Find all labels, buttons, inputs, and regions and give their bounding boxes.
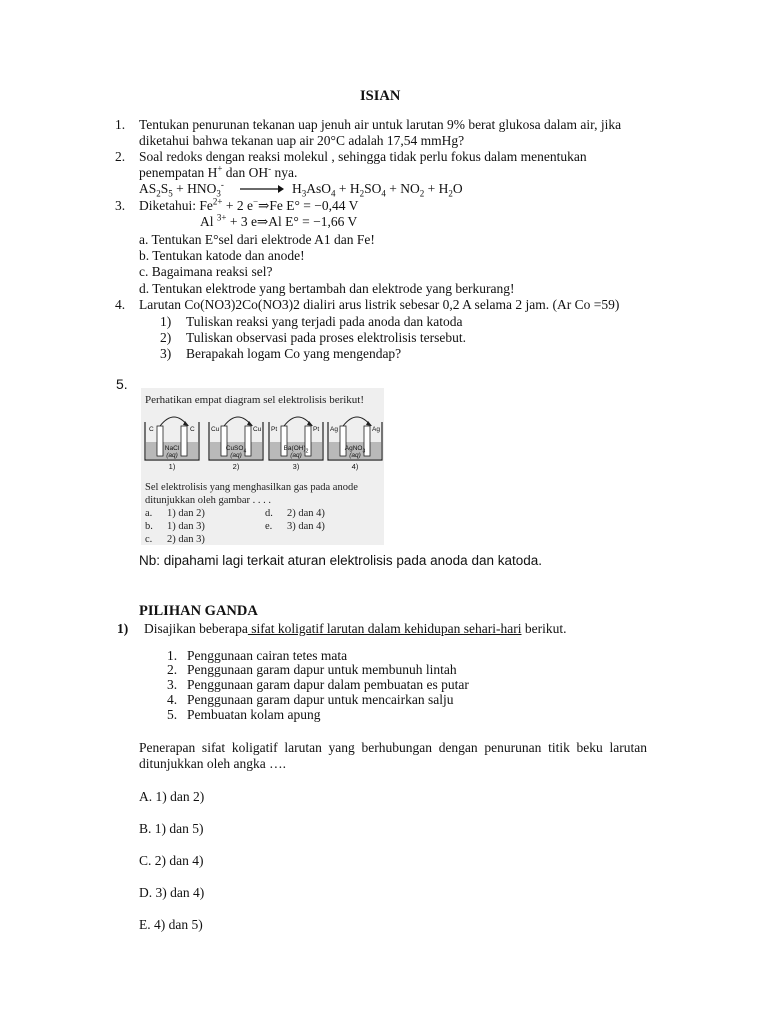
electrode-label: Pt (271, 426, 278, 433)
list-item-number: 2) (160, 330, 172, 345)
question-number: 4. (115, 297, 126, 312)
list-item: Tuliskan reaksi yang terjadi pada anoda dan katoda (186, 314, 463, 329)
list-item: Pembuatan kolam apung (187, 707, 321, 722)
sub-question: d. Tentukan elektrode yang bertambah dan elektrode yang berkurang! (139, 281, 515, 296)
question-text: penempatan H+ dan OH- nya. (139, 163, 298, 180)
section-heading-isian: ISIAN (360, 88, 401, 104)
list-item-number: 1) (160, 314, 172, 329)
question-number: 2. (115, 149, 126, 164)
answer-choice: C. 2) dan 4) (139, 853, 204, 868)
question-text: diketahui bahwa tekanan uap air 20°C adalah 17,54 mmHg? (139, 133, 465, 148)
question-number: 3. (115, 198, 126, 213)
figure-title: Perhatikan empat diagram sel elektrolisis berikut! (145, 394, 365, 406)
sub-question: c. Bagaimana reaksi sel? (139, 264, 273, 279)
solution-label: CuSO$_4$ (aq) (225, 445, 247, 459)
question-number: 1) (117, 621, 129, 636)
option-text: 2) dan 3) (167, 534, 205, 545)
list-item: Tuliskan observasi pada proses elektrolisis tersebut. (186, 330, 466, 345)
electrode-label: C (149, 426, 154, 433)
question-text: Larutan Co(NO3)2Co(NO3)2 dialiri arus listrik sebesar 0,2 A selama 2 jam. (Ar Co =59) (139, 297, 620, 312)
question-text: Soal redoks dengan reaksi molekul , sehingga tidak perlu fokus dalam menentukan (139, 149, 587, 164)
list-item-number: 5. (167, 707, 178, 722)
option-text: 3) dan 4) (287, 521, 325, 532)
list-item: Penggunaan garam dapur untuk membunuh lintah (187, 662, 457, 677)
list-item-number: 1. (167, 648, 178, 663)
given-line: Al $^{3+}$ + 3 e⇒Al E° = −1,66 V (200, 212, 358, 229)
electrode-label: Ag (372, 426, 380, 433)
list-item: Penggunaan garam dapur dalam pembuatan es putar (187, 677, 469, 692)
figure-question: Sel elektrolisis yang menghasilkan gas pada anode (145, 482, 358, 493)
answer-choice: D. 3) dan 4) (139, 885, 205, 900)
option-key: a. (145, 508, 153, 519)
figure-question: ditunjukkan oleh gambar . . . . (145, 495, 271, 506)
list-item-number: 3. (167, 677, 178, 692)
note-text: Nb: dipahami lagi terkait aturan elektrolisis pada anoda dan katoda. (139, 553, 543, 568)
reaction-arrow-icon (240, 183, 284, 195)
answer-choice: E. 4) dan 5) (139, 917, 203, 932)
question-text: ditunjukkan oleh angka …. (139, 756, 286, 771)
list-item-number: 4. (167, 692, 178, 707)
question-number: 5. (116, 376, 128, 392)
reaction-reactants: $AS_2S_5 + HNO_3^-$ (139, 179, 224, 199)
cell-number: 3) (292, 462, 300, 471)
given-line: Diketahui: $Fe^{2+} + 2$ e−⇒Fe E° = −0,44 V (139, 196, 359, 213)
answer-choice: B. 1) dan 5) (139, 821, 204, 836)
list-item-number: 3) (160, 346, 172, 361)
cell-number: 4) (351, 462, 359, 471)
cell-number: 1) (168, 462, 176, 471)
electrode-label: Pt (313, 426, 320, 433)
electrolysis-cells-diagram (141, 388, 384, 488)
electrolysis-figure (141, 388, 384, 545)
sub-question: b. Tentukan katode dan anode! (139, 248, 305, 263)
list-item-number: 2. (167, 662, 178, 677)
option-key: e. (265, 521, 273, 532)
list-item: Berapakah logam Co yang mengendap? (186, 346, 402, 361)
solution-label: AgNO$_3$ (aq) (344, 445, 366, 459)
reaction-products: $H_3AsO_4 + H_2SO_4 + NO_2 + H_2O$ (292, 181, 463, 199)
electrode-label: Cu (211, 426, 220, 433)
cell-number: 2) (232, 462, 240, 471)
sub-question: a. Tentukan E°sel dari elektrode A1 dan Fe! (139, 232, 375, 247)
option-text: 1) dan 2) (167, 508, 205, 519)
option-text: 1) dan 3) (167, 521, 205, 532)
solution-label: NaCl (aq) (164, 445, 180, 459)
question-text: Tentukan penurunan tekanan uap jenuh air untuk larutan 9% berat glukosa dalam air, jika (139, 117, 622, 132)
option-text: 2) dan 4) (287, 508, 325, 519)
question-text: Penerapan sifat koligatif larutan yang berhubungan dengan penurunan titik beku larutan (139, 740, 647, 755)
list-item: Penggunaan garam dapur untuk mencairkan salju (187, 692, 454, 707)
question-stem: Disajikan beberapa sifat koligatif larutan dalam kehidupan sehari-hari berikut. (144, 621, 567, 636)
list-item: Penggunaan cairan tetes mata (187, 648, 348, 663)
question-number: 1. (115, 117, 126, 132)
solution-label: $Ba(OH)_2$ (aq) (283, 445, 309, 459)
option-key: d. (265, 508, 273, 519)
electrode-label: Cu (253, 426, 262, 433)
electrode-label: C (190, 426, 195, 433)
answer-choice: A. 1) dan 2) (139, 789, 205, 804)
electrode-label: Ag (330, 426, 338, 433)
section-heading-pilihan-ganda: PILIHAN GANDA (139, 603, 258, 619)
option-key: b. (145, 521, 153, 532)
option-key: c. (145, 534, 153, 545)
